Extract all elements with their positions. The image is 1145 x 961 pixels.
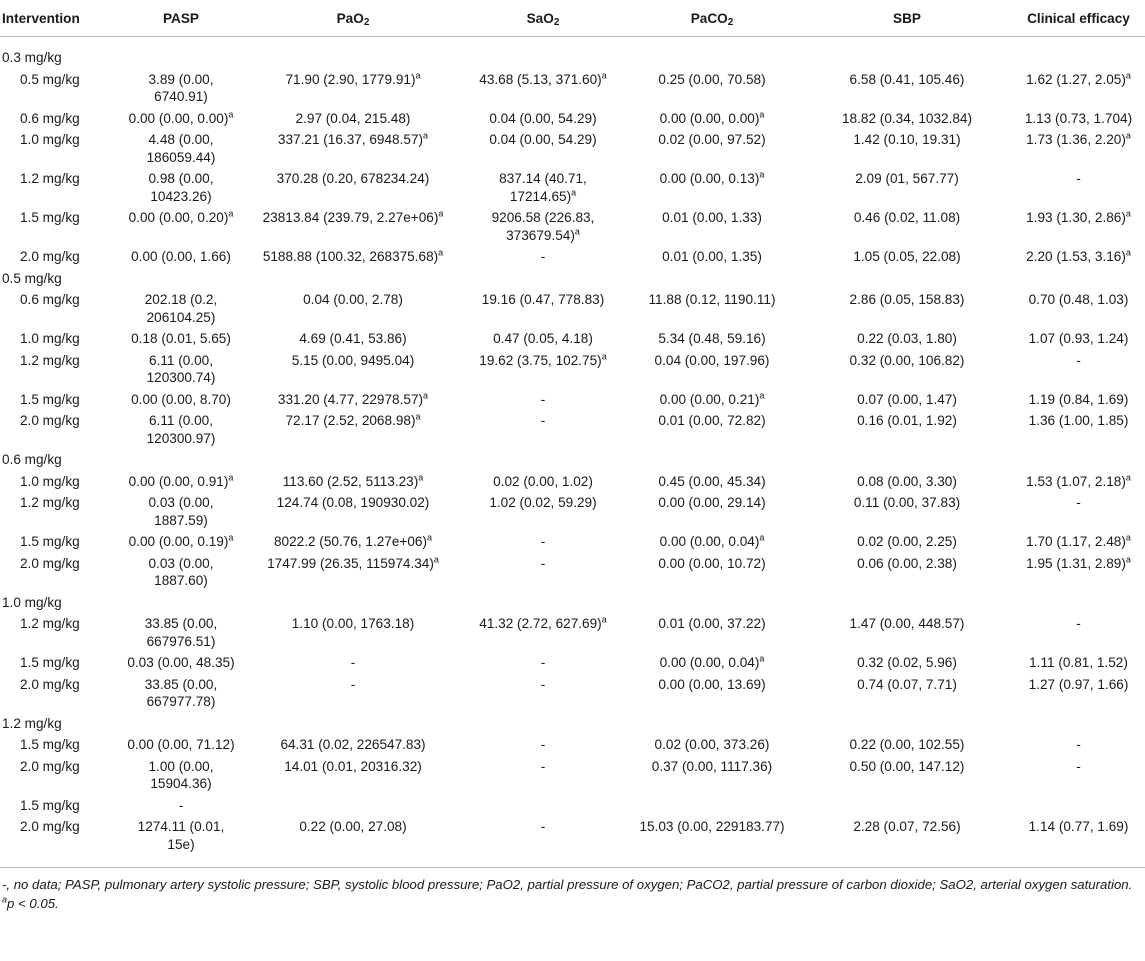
- table-row: [0, 207, 1145, 246]
- cell-sbp: 0.46 (0.02, 11.08): [853, 210, 961, 225]
- cell-sao2: 9206.58 (226.83, 373679.54)$^a$: [491, 210, 595, 243]
- group-label: 0.3 mg/kg: [2, 50, 62, 65]
- cell-clinical-efficacy: 1.19 (0.84, 1.69): [1028, 391, 1129, 407]
- cell-clinical-efficacy: 1.93 (1.30, 2.86)$^a$: [1026, 208, 1131, 225]
- cell-pao2: 71.90 (2.90, 1779.91)$^a$: [285, 69, 421, 87]
- significance-marker: a: [571, 186, 577, 197]
- cell-pao2: 4.69 (0.41, 53.86): [299, 331, 407, 346]
- cell-sbp: [802, 795, 1012, 817]
- cell-pasp: 0.03 (0.00, 1887.59): [148, 495, 214, 528]
- cell-pao2: 331.20 (4.77, 22978.57)$^a$: [277, 389, 429, 407]
- cell-pasp: 6.11 (0.00, 120300.97): [146, 413, 216, 446]
- cell-sao2: -: [540, 555, 546, 571]
- cell-sao2: [464, 795, 622, 817]
- row-dose-label: 1.2 mg/kg: [20, 495, 80, 510]
- significance-marker: a: [1125, 471, 1131, 482]
- table-row: [0, 350, 1145, 389]
- significance-marker: a: [228, 108, 234, 119]
- table-body: [0, 37, 1145, 868]
- cell-paco2: 0.01 (0.00, 1.35): [662, 249, 762, 264]
- significance-text: p < 0.05.: [7, 896, 59, 911]
- cell-sao2: 0.04 (0.00, 54.29): [489, 132, 597, 147]
- cell-pasp: 0.98 (0.00, 10423.26): [148, 171, 214, 204]
- cell-pao2: 1.10 (0.00, 1763.18): [291, 616, 415, 631]
- cell-pao2: 5.15 (0.00, 9495.04): [291, 352, 415, 368]
- cell-clinical-efficacy: 1.11 (0.81, 1.52): [1029, 655, 1128, 670]
- row-dose-label: 1.2 mg/kg: [20, 171, 80, 186]
- header-sbp: SBP: [802, 0, 1012, 37]
- row-dose-label: 2.0 mg/kg: [20, 676, 80, 692]
- cell-pasp: 3.89 (0.00, 6740.91): [148, 71, 214, 104]
- cell-paco2: 0.00 (0.00, 13.69): [658, 676, 766, 692]
- table-header: [0, 0, 1145, 37]
- header-clinical-efficacy: Clinical efficacy: [1012, 0, 1145, 37]
- cell-paco2: 5.34 (0.48, 59.16): [658, 331, 766, 346]
- cell-pasp: 0.18 (0.01, 5.65): [131, 331, 231, 346]
- table-row: [0, 492, 1145, 531]
- cell-pao2: 1747.99 (26.35, 115974.34)$^a$: [267, 553, 439, 571]
- cell-sao2: -: [540, 819, 546, 834]
- cell-pao2: 8022.2 (50.76, 1.27e+06)$^a$: [273, 532, 433, 549]
- group-label: 1.2 mg/kg: [2, 715, 62, 731]
- cell-sbp: 0.07 (0.00, 1.47): [857, 391, 957, 407]
- table-row: [0, 246, 1145, 268]
- cell-paco2: 15.03 (0.00, 229183.77): [639, 819, 785, 834]
- cell-clinical-efficacy: 0.70 (0.48, 1.03): [1028, 292, 1129, 307]
- cell-pasp: 1274.11 (0.01, 15e): [137, 819, 225, 852]
- cell-paco2: 0.04 (0.00, 197.96): [654, 352, 770, 368]
- cell-paco2: 0.00 (0.00, 0.04)$^a$: [659, 532, 765, 549]
- cell-clinical-efficacy: -: [1076, 616, 1081, 631]
- table-row: [0, 756, 1145, 795]
- cell-clinical-efficacy: 1.13 (0.73, 1.704): [1024, 110, 1133, 126]
- cell-clinical-efficacy: 1.36 (1.00, 1.85): [1028, 413, 1129, 428]
- cell-paco2: 0.02 (0.00, 373.26): [654, 737, 770, 752]
- table-footnote: [0, 868, 1145, 913]
- significance-note: [2, 894, 1145, 913]
- table-row: [0, 168, 1145, 207]
- significance-marker: a: [2, 894, 8, 905]
- cell-pao2: 124.74 (0.08, 190930.02): [276, 495, 430, 510]
- cell-sbp: 0.02 (0.00, 2.25): [857, 534, 957, 549]
- cell-clinical-efficacy: 1.07 (0.93, 1.24): [1028, 331, 1129, 346]
- cell-paco2: 0.00 (0.00, 0.00)$^a$: [659, 108, 765, 126]
- cell-pasp: 0.00 (0.00, 71.12): [127, 737, 235, 752]
- significance-marker: a: [601, 350, 607, 361]
- row-dose-label: 1.0 mg/kg: [20, 331, 80, 346]
- significance-marker: a: [228, 208, 234, 219]
- significance-marker: a: [423, 130, 429, 141]
- row-dose-label: 0.5 mg/kg: [20, 71, 80, 87]
- table-row: [0, 652, 1145, 674]
- cell-clinical-efficacy: 1.70 (1.17, 2.48)$^a$: [1026, 532, 1131, 549]
- cell-sbp: 0.32 (0.02, 5.96): [857, 655, 957, 670]
- cell-pasp: 0.00 (0.00, 1.66): [131, 249, 231, 264]
- cell-pasp: 0.03 (0.00, 48.35): [127, 655, 235, 670]
- cell-pasp: 6.11 (0.00, 120300.74): [146, 352, 216, 385]
- cell-sbp: 1.47 (0.00, 448.57): [849, 616, 965, 631]
- significance-marker: a: [433, 553, 439, 564]
- significance-marker: a: [1125, 208, 1131, 219]
- table-row: [0, 674, 1145, 713]
- cell-sbp: 0.08 (0.00, 3.30): [857, 473, 957, 489]
- row-dose-label: 1.5 mg/kg: [20, 655, 80, 670]
- cell-pao2: 72.17 (2.52, 2068.98)$^a$: [285, 411, 421, 428]
- significance-marker: a: [1125, 130, 1131, 141]
- cell-sao2: 0.47 (0.05, 4.18): [493, 331, 593, 346]
- cell-clinical-efficacy: 1.27 (0.97, 1.66): [1028, 676, 1129, 692]
- cell-paco2: [622, 795, 802, 817]
- cell-clinical-efficacy: -: [1076, 171, 1081, 186]
- cell-paco2: 0.45 (0.00, 45.34): [658, 473, 766, 489]
- significance-marker: a: [574, 225, 580, 236]
- cell-clinical-efficacy: 1.73 (1.36, 2.20)$^a$: [1026, 130, 1131, 147]
- cell-paco2: 0.01 (0.00, 72.82): [658, 413, 766, 428]
- table-row: [0, 328, 1145, 350]
- table-row: [0, 289, 1145, 328]
- cell-sao2: 41.32 (2.72, 627.69)$^a$: [479, 614, 607, 631]
- table-row: [0, 734, 1145, 756]
- header-intervention: Intervention: [0, 0, 120, 37]
- cell-pao2: [242, 795, 464, 817]
- cell-pao2: 14.01 (0.01, 20316.32): [284, 758, 422, 774]
- cell-clinical-efficacy: -: [1076, 495, 1081, 510]
- row-dose-label: 1.0 mg/kg: [20, 132, 80, 147]
- cell-pasp: -: [178, 797, 184, 813]
- row-dose-label: 0.6 mg/kg: [20, 110, 80, 126]
- significance-marker: a: [423, 389, 429, 400]
- cell-clinical-efficacy: [1012, 795, 1145, 817]
- header-paco2: PaCO$_2$: [622, 0, 802, 37]
- group-row: [0, 592, 1145, 614]
- cell-sao2: -: [540, 655, 546, 670]
- row-dose-label: 1.5 mg/kg: [20, 737, 80, 752]
- group-row: [0, 268, 1145, 290]
- row-dose-label: 1.5 mg/kg: [20, 534, 80, 549]
- cell-pao2: -: [350, 676, 356, 692]
- header-sao2: SaO$_2$: [464, 0, 622, 37]
- significance-marker: a: [1125, 247, 1131, 258]
- cell-paco2: 0.01 (0.00, 37.22): [658, 616, 766, 631]
- cell-pasp: 33.85 (0.00, 667977.78): [144, 676, 218, 709]
- header-pasp: PASP: [120, 0, 242, 37]
- row-dose-label: 1.5 mg/kg: [20, 391, 80, 407]
- row-dose-label: 2.0 mg/kg: [20, 555, 80, 571]
- cell-pao2: 2.97 (0.04, 215.48): [295, 110, 411, 126]
- cell-paco2: 0.00 (0.00, 10.72): [658, 555, 766, 571]
- cell-sao2: -: [540, 249, 546, 264]
- cell-sbp: 1.05 (0.05, 22.08): [853, 249, 961, 264]
- cell-paco2: 0.01 (0.00, 1.33): [662, 210, 762, 225]
- row-dose-label: 1.0 mg/kg: [20, 473, 80, 489]
- significance-marker: a: [438, 208, 444, 219]
- table-row: [0, 410, 1145, 449]
- cell-sbp: 2.09 (01, 567.77): [855, 171, 959, 186]
- significance-marker: a: [228, 532, 234, 543]
- cell-pasp: 1.00 (0.00, 15904.36): [148, 758, 214, 791]
- cell-sao2: -: [540, 413, 546, 428]
- header-pao2: PaO$_2$: [242, 0, 464, 37]
- cell-sbp: 0.06 (0.00, 2.38): [857, 555, 957, 571]
- cell-sbp: 0.16 (0.01, 1.92): [857, 413, 957, 428]
- cell-sao2: -: [540, 737, 546, 752]
- table-row: [0, 795, 1145, 817]
- cell-clinical-efficacy: -: [1076, 758, 1081, 774]
- abbreviations-note: -, no data; PASP, pulmonary artery systolic pressure; SBP, systolic blood pressure; PaO2, partial pressure of oxygen; PaCO2, partial pressure of carbon dioxide; SaO2, arterial oxygen saturation.: [2, 877, 1133, 892]
- cell-clinical-efficacy: 1.53 (1.07, 2.18)$^a$: [1026, 471, 1131, 489]
- cell-sbp: 0.22 (0.00, 102.55): [849, 737, 965, 752]
- row-dose-label: 1.2 mg/kg: [20, 352, 80, 368]
- significance-marker: a: [1125, 532, 1131, 543]
- cell-sao2: -: [540, 534, 546, 549]
- cell-pao2: 337.21 (16.37, 6948.57)$^a$: [277, 130, 429, 147]
- significance-marker: a: [759, 108, 765, 119]
- row-dose-label: 2.0 mg/kg: [20, 819, 80, 834]
- cell-paco2: 0.00 (0.00, 0.04)$^a$: [659, 653, 765, 670]
- cell-pasp: 0.00 (0.00, 0.91)$^a$: [128, 471, 234, 489]
- cell-sbp: 1.42 (0.10, 19.31): [853, 132, 961, 147]
- cell-paco2: 11.88 (0.12, 1190.11): [648, 292, 776, 307]
- cell-pao2: 64.31 (0.02, 226547.83): [280, 737, 426, 752]
- significance-marker: a: [1125, 69, 1131, 80]
- cell-sao2: -: [540, 758, 546, 774]
- cell-pao2: -: [350, 655, 356, 670]
- significance-marker: a: [415, 411, 421, 422]
- cell-clinical-efficacy: -: [1076, 352, 1081, 368]
- row-dose-label: 1.5 mg/kg: [20, 210, 80, 225]
- significance-marker: a: [759, 532, 765, 543]
- significance-marker: a: [438, 247, 444, 258]
- cell-pao2: 23813.84 (239.79, 2.27e+06)$^a$: [262, 208, 444, 225]
- cell-clinical-efficacy: 1.14 (0.77, 1.69): [1028, 819, 1129, 834]
- cell-sbp: 18.82 (0.34, 1032.84): [842, 110, 972, 126]
- group-label: 1.0 mg/kg: [2, 594, 62, 610]
- cell-clinical-efficacy: 1.95 (1.31, 2.89)$^a$: [1026, 553, 1131, 571]
- cell-pasp: 4.48 (0.00, 186059.44): [146, 132, 216, 165]
- cell-pasp: 0.00 (0.00, 0.19)$^a$: [128, 532, 234, 549]
- cell-sbp: 6.58 (0.41, 105.46): [849, 71, 965, 87]
- cell-clinical-efficacy: -: [1076, 737, 1081, 752]
- significance-marker: a: [759, 653, 765, 664]
- cell-paco2: 0.00 (0.00, 29.14): [658, 495, 766, 510]
- cell-pasp: 202.18 (0.2, 206104.25): [144, 292, 218, 325]
- cell-sbp: 0.50 (0.00, 147.12): [849, 758, 965, 774]
- cell-sao2: 0.04 (0.00, 54.29): [489, 110, 597, 126]
- significance-marker: a: [415, 69, 421, 80]
- cell-pasp: 0.00 (0.00, 0.00)$^a$: [128, 108, 234, 126]
- cell-sao2: -: [540, 391, 546, 407]
- cell-paco2: 0.00 (0.00, 0.21)$^a$: [659, 389, 765, 407]
- row-dose-label: 1.5 mg/kg: [20, 797, 80, 813]
- cell-sao2: 1.02 (0.02, 59.29): [489, 495, 597, 510]
- cell-sao2: 0.02 (0.00, 1.02): [493, 473, 593, 489]
- cell-sbp: 0.22 (0.03, 1.80): [857, 331, 957, 346]
- cell-pao2: 0.04 (0.00, 2.78): [303, 292, 403, 307]
- table-row: [0, 471, 1145, 493]
- table-row: [0, 108, 1145, 130]
- row-dose-label: 2.0 mg/kg: [20, 413, 80, 428]
- cell-paco2: 0.00 (0.00, 0.13)$^a$: [659, 169, 765, 186]
- group-row: [0, 449, 1145, 471]
- significance-marker: a: [759, 389, 765, 400]
- group-row: [0, 713, 1145, 735]
- cell-pao2: 113.60 (2.52, 5113.23)$^a$: [282, 471, 424, 489]
- significance-marker: a: [228, 471, 234, 482]
- cell-pasp: 0.03 (0.00, 1887.60): [148, 555, 214, 588]
- table-row: [0, 816, 1145, 868]
- significance-marker: a: [427, 532, 433, 543]
- cell-paco2: 0.25 (0.00, 70.58): [658, 71, 766, 87]
- significance-marker: a: [759, 169, 765, 180]
- cell-sbp: 2.86 (0.05, 158.83): [849, 292, 965, 307]
- cell-clinical-efficacy: 2.20 (1.53, 3.16)$^a$: [1026, 247, 1131, 264]
- significance-marker: a: [601, 69, 607, 80]
- cell-clinical-efficacy: 1.62 (1.27, 2.05)$^a$: [1026, 69, 1131, 87]
- cell-sao2: 43.68 (5.13, 371.60)$^a$: [479, 69, 607, 87]
- table-row: [0, 553, 1145, 592]
- cell-pao2: 0.22 (0.00, 27.08): [299, 819, 407, 834]
- group-row: [0, 37, 1145, 69]
- cell-paco2: 0.37 (0.00, 1117.36): [651, 758, 773, 774]
- row-dose-label: 2.0 mg/kg: [20, 249, 80, 264]
- significance-marker: a: [601, 614, 607, 625]
- cell-pasp: 0.00 (0.00, 0.20)$^a$: [128, 208, 234, 225]
- table-row: [0, 389, 1145, 411]
- cell-pao2: 370.28 (0.20, 678234.24): [276, 171, 430, 186]
- cell-sao2: 837.14 (40.71, 17214.65)$^a$: [499, 171, 587, 204]
- group-label: 0.5 mg/kg: [2, 270, 62, 286]
- cell-sao2: 19.62 (3.75, 102.75)$^a$: [479, 350, 607, 368]
- table-row: [0, 531, 1145, 553]
- cell-sao2: -: [540, 676, 546, 692]
- significance-marker: a: [1125, 553, 1131, 564]
- table-row: [0, 69, 1145, 108]
- group-label: 0.6 mg/kg: [2, 452, 62, 467]
- cell-pasp: 33.85 (0.00, 667976.51): [144, 616, 218, 649]
- row-dose-label: 2.0 mg/kg: [20, 758, 80, 774]
- table-row: [0, 613, 1145, 652]
- significance-marker: a: [418, 471, 424, 482]
- cell-sbp: 2.28 (0.07, 72.56): [853, 819, 961, 834]
- row-dose-label: 1.2 mg/kg: [20, 616, 80, 631]
- cell-paco2: 0.02 (0.00, 97.52): [658, 132, 766, 147]
- table-row: [0, 129, 1145, 168]
- cell-pasp: 0.00 (0.00, 8.70): [131, 391, 231, 407]
- row-dose-label: 0.6 mg/kg: [20, 292, 80, 307]
- cell-sbp: 0.11 (0.00, 37.83): [853, 495, 961, 510]
- cell-sbp: 0.32 (0.00, 106.82): [849, 352, 965, 368]
- cell-sao2: 19.16 (0.47, 778.83): [481, 292, 605, 307]
- cell-sbp: 0.74 (0.07, 7.71): [857, 676, 957, 692]
- cell-pao2: 5188.88 (100.32, 268375.68)$^a$: [262, 247, 444, 264]
